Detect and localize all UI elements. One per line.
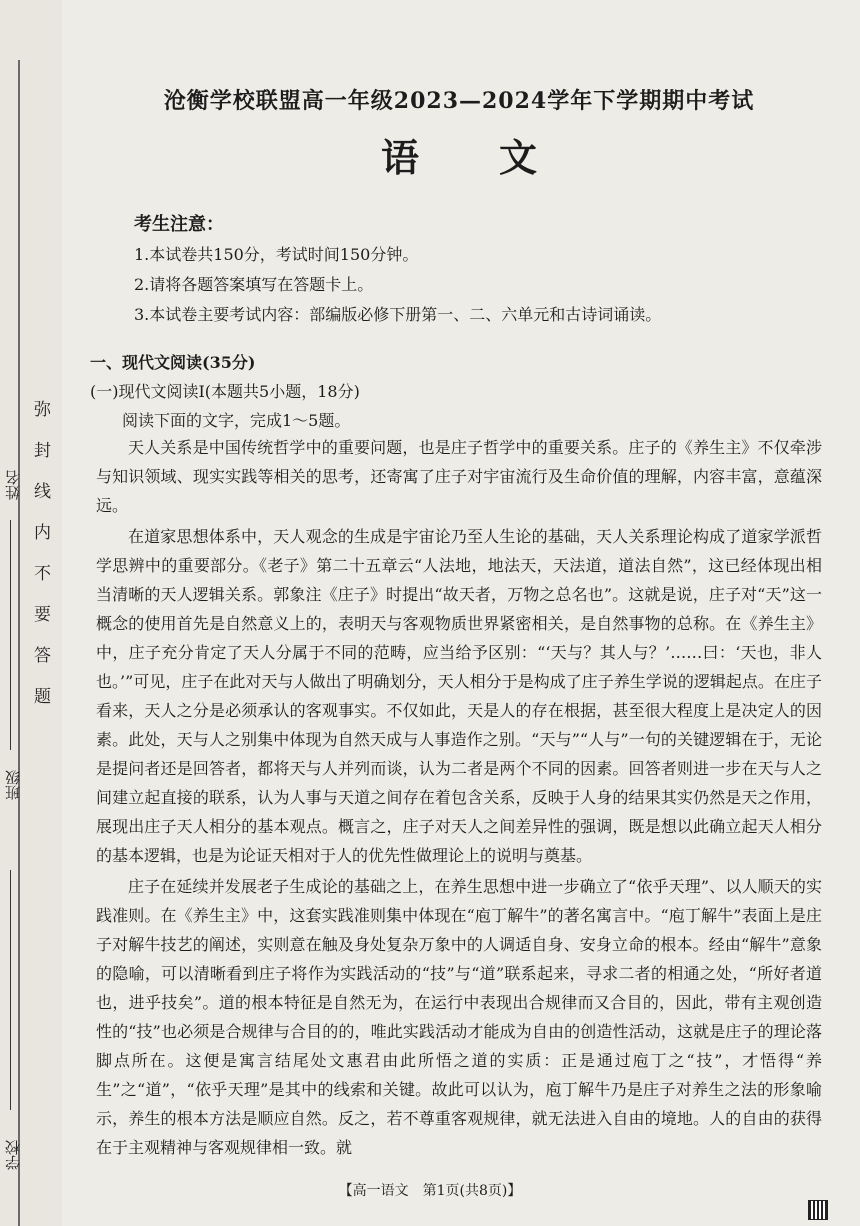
passage-paragraph: 庄子在延续并发展老子生成论的基础之上，在养生思想中进一步确立了“依乎天理”、以人顺天的实践准则。在《养生主》中，这套实践准则集中体现在“庖丁解牛”的著名寓言中。“庖丁解牛”表面上是庄子对解牛技艺的阐述，实则意在触及身处复杂万象中的人调适自身、安身立命的根本。经由“解牛”意象的隐喻，可以清晰看到庄子将作为实践活动的“技”与“道”联系起来，寻求二者的相通之处，“所好者道也，进乎技矣”。道的根本特征是自然无为，在运行中表现出合规律而又合目的，因此，带有主观创造性的“技”也必须是合规律与合目的的，唯此实践活动才能成为自由的创造性活动，这就是庄子的理论落脚点所在。这便是寓言结尾处文惠君由此所悟之道的实质：正是通过庖丁之“技”，才悟得“养生”之“道”，“依乎天理”是其中的线索和关键。故此可以认为，庖丁解牛乃是庄子对养生之法的形象喻示，养生的根本方法是顺应自然。反之，若不尊重客观规律，就无法进入自由的境地。人的自由的获得在于主观精神与客观规律相一致。就: [96, 877, 822, 1157]
passage-paragraph: 在道家思想体系中，天人观念的生成是宇宙论乃至人生论的基础，天人关系理论构成了道家学派哲学思辨中的重要部分。《老子》第二十五章云“人法地，地法天，天法道，道法自然”，这已经体现出相当清晰的天人逻辑关系。郭象注《庄子》时提出“故天者，万物之总名也”。这就是说，庄子对“天”这一概念的使用首先是自然意义上的，表明天与客观物质世界紧密相关，是自然事物的总称。在《养生主》中，庄子充分肯定了天人分属于不同的范畴，应当给予区别：“‘天与？其人与？’……曰：‘天也，非人也。’”可见，庄子在此对天与人做出了明确划分，天人相分于是构成了庄子养生学说的逻辑起点。在庄子看来，天人之分是必须承认的客观事实。不仅如此，天是人的存在根据，甚至很大程度上是决定人的因素。此处，天与人之别集中体现为自然天成与人事造作之别。“天与”“人与”一句的关键逻辑在于，无论是提问者还是回答者，都将天与人并列而谈，认为二者是两个不同的因素。回答者则进一步在天与人之间建立起直接的联系，认为人事与天道之间存在着包含关系，反映于人身的结果其实仍然是天之作用，展现出庄子天人相分的基本观点。概言之，庄子对天人之间差异性的强调，既是想以此确立起天人相分的基本逻辑，也是为论证天相对于人的优先性做理论上的说明与奠基。: [96, 527, 822, 865]
subsection-title: (一)现代文阅读Ⅰ(本题共5小题，18分): [90, 382, 360, 401]
qr-code-icon: [808, 1200, 828, 1220]
binding-rule: [18, 60, 20, 1226]
notice-heading: 考生注意：: [134, 214, 224, 235]
label-class: 班级: [4, 770, 22, 800]
notice-item: 3.本试卷主要考试内容：部编版必修下册第一、二、六单元和古诗词诵读。: [134, 305, 662, 324]
label-name: 姓名: [4, 470, 22, 500]
reading-instruction: 阅读下面的文字，完成1～5题。: [122, 411, 351, 430]
candidate-notice: [134, 210, 822, 326]
page-footer: 【高一语文 第1页(共8页)】: [338, 1183, 522, 1199]
label-school: 学校: [4, 1140, 22, 1170]
seal-notice: 弥封线内不要答题: [30, 400, 50, 728]
exam-title: 沧衡学校联盟高一年级2023—2024学年下学期期中考试: [163, 88, 755, 114]
exam-page: [90, 84, 822, 1162]
section-title: 一、现代文阅读(35分): [90, 353, 256, 372]
class-fill-line[interactable]: [10, 520, 11, 750]
school-fill-line[interactable]: [10, 870, 11, 1110]
subject-title: 语文: [380, 135, 617, 180]
binding-margin: [0, 0, 62, 1226]
passage-paragraph: 天人关系是中国传统哲学中的重要问题，也是庄子哲学中的重要关系。庄子的《养生主》不仅牵涉与知识领域、现实实践等相关的思考，还寄寓了庄子对宇宙流行及生命价值的理解，内容丰富，意蕴深远。: [96, 438, 822, 515]
notice-item: 1.本试卷共150分，考试时间150分钟。: [134, 245, 419, 264]
notice-item: 2.请将各题答案填写在答题卡上。: [134, 275, 374, 294]
